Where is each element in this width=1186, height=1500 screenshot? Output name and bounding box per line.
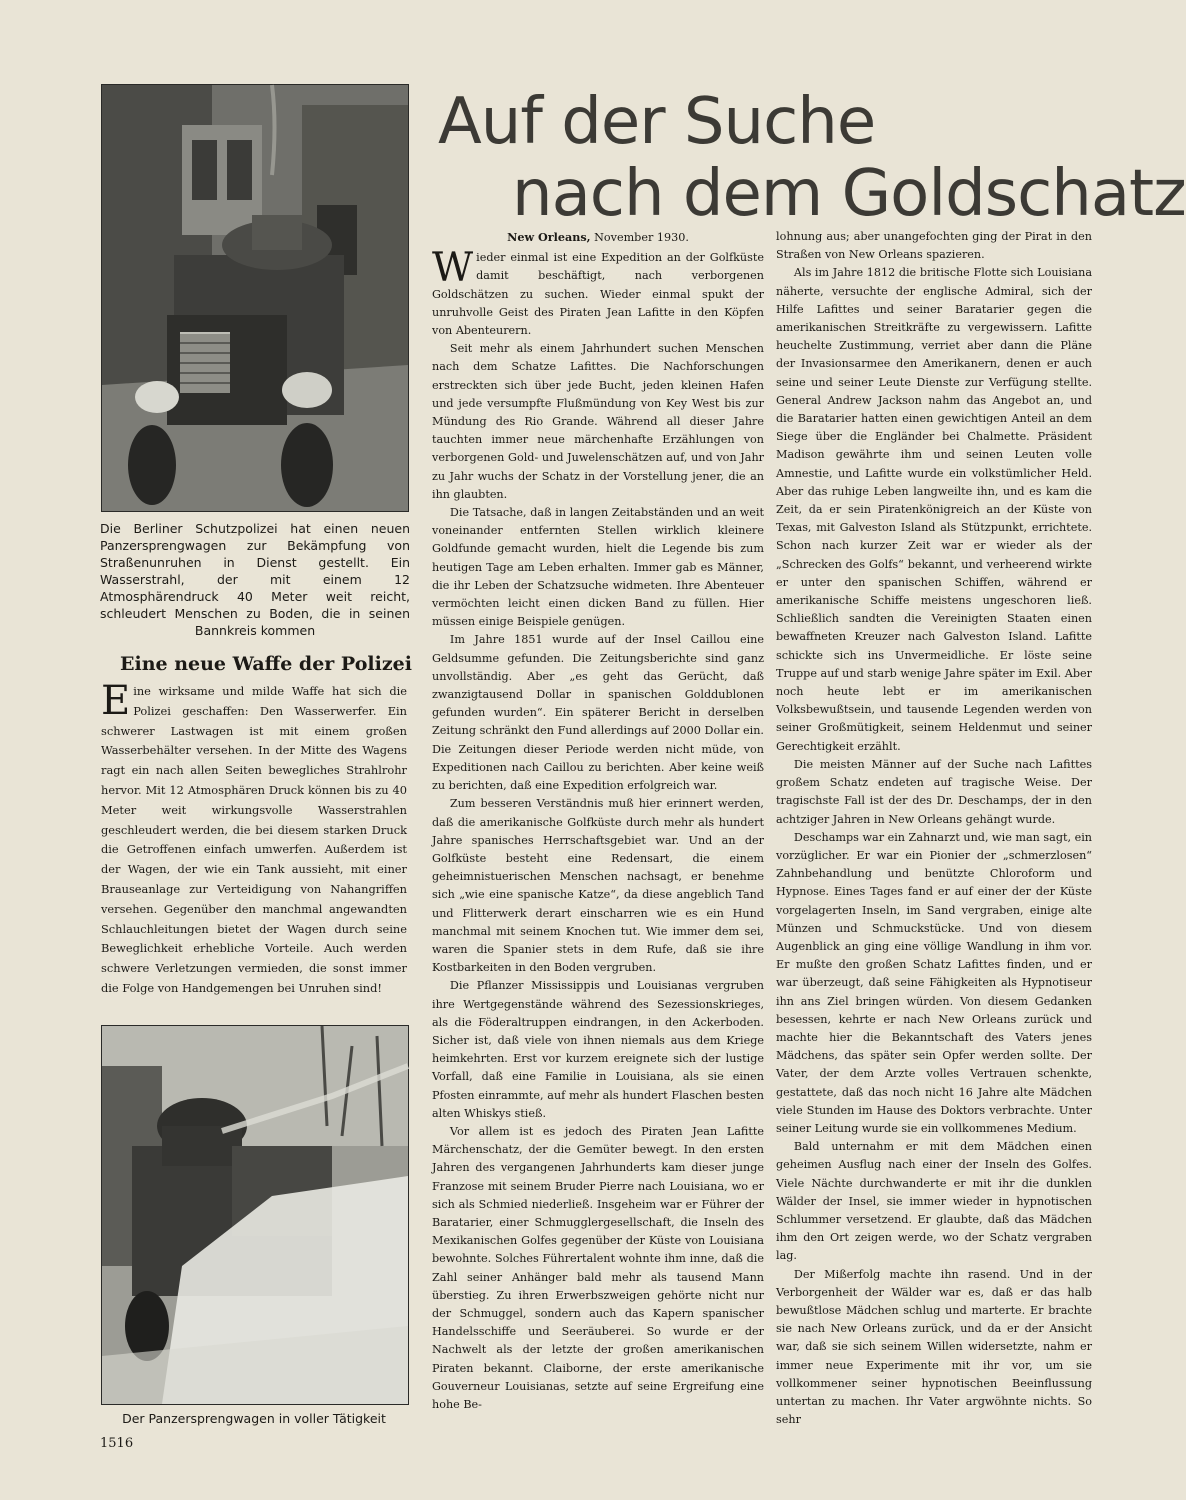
photo-water-cannon-truck — [101, 84, 409, 512]
polizei-body: ine wirksame und milde Waffe hat sich die Polizei geschaffen: Den Wasserwerfer. Ein schwerer Lastwagen ist mit einem großen Wasserbehälter versehen. In der Mitte des Wagens ragt ein nach allen Seiten bewegliches Strahlrohr hervor. Mit 12 Atmosphären Druck können bis zu 40 Meter weit wirkungsvolle Wasserstrahlen geschleudert werden, die bei diesem starken Druck die Getroffenen einfach umwerfen. Außerdem ist der Wagen, der wie ein Tank aussieht, mit einer Brauseanlage zur Verteidigung von Nahangriffen versehen. Gegenüber den manchmal angewandten Schlauchleitungen bietet der Wagen durch seine Beweglichkeit erhebliche Vorteile. Auch werden schwere Verletzungen vermieden, die sonst immer die Folge von Handgemengen bei Unruhen sind! — [101, 684, 407, 995]
article-title-line2: nach dem Goldschatz — [512, 157, 1186, 231]
photo2-caption: Der Panzersprengwagen in voller Tätigkeit — [122, 1411, 386, 1426]
polizei-dropcap: E — [101, 678, 131, 724]
water-cannon-illustration — [102, 1026, 408, 1404]
article-col1-p1: ieder einmal ist eine Expedition an der Golfküste damit beschäftigt, nach verborgenen Goldschätzen zu suchen. Wieder einmal spukt der unruhvolle Geist des Piraten Jean Lafitte in den Köpfen von Abenteurern. — [432, 251, 764, 338]
article-col1-p3: Die Tatsache, daß in langen Zeitabständen und an weit voneinander entfernten Stellen wirklich kleinere Goldfunde gemacht wurden, hielt die Legende bis zum heutigen Tage am Leben erhalten. Immer gab es Männer, die ihr Leben der Schatzsuche widmeten. Ihre Abenteuer vermöchten leicht einen dicken Band zu füllen. Hier müssen einige Beispiele genügen. — [432, 506, 764, 629]
truck-illustration — [102, 85, 408, 511]
article-col2-p1: lohnung aus; aber unangefochten ging der Pirat in den Straßen von New Orleans spazieren. — [776, 230, 1092, 262]
polizei-text — [101, 678, 407, 999]
dateline-date: November 1930. — [594, 231, 689, 244]
article-col1-p7: Vor allem ist es jedoch des Piraten Jean Lafitte Märchenschatz, der die Gemüter bewegt. In den ersten Jahren des vergangenen Jahrhunderts kam dieser junge Franzose mit seinem Bruder Pierre nach Louisiana, wo er sich als Schmied niederließ. Insgeheim war er Führer der Baratarier, einer Schmugglergesellschaft, die Inseln des Mexikanischen Golfes gegenüber der Küste von Louisiana bewohnte. Solches Führertalent wohnte ihm inne, daß die Zahl seiner Anhänger bald mehr als tausend Mann überstieg. Zu ihren Erwerbszweigen gehörte nicht nur der Schmuggel, sondern auch das Kapern spanischer Handelsschiffe und Seeräuberei. So wurde er der Nachwelt als der letzte der großen amerikanischen Piraten bekannt. Claiborne, der erste amerikanische Gouverneur Louisianas, setzte auf seine Ergreifung eine hohe Be- — [432, 1124, 764, 1411]
article-col2-p3: Die meisten Männer auf der Suche nach Lafittes großem Schatz endeten auf tragische Weise. Der tragischste Fall ist der des Dr. Deschamps, der in den achtziger Jahren in New Orleans gehängt wurde. — [776, 757, 1092, 826]
article-col2-p4: Deschamps war ein Zahnarzt und, wie man sagt, ein vorzüglicher. Er war ein Pionier der „schmerzlosen“ Zahnbehandlung und benützte Chloroform und Hypnose. Eines Tages fand er auf einer der der Küste vorgelagerten Inseln, im Sand vergraben, einige alte Münzen und Schmuckstücke. Und von diesem Augenblick an ging eine völlige Wandlung in ihm vor. Er mußte den großen Schatz Lafittes finden, und er war überzeugt, daß seine Fähigkeiten als Hypnotiseur ihn ans Ziel bringen würden. Von diesem Gedanken besessen, kehrte er nach New Orleans zurück und machte hier die Bekanntschaft des Vaters jenes Mädchens, das später sein Opfer werden sollte. Der Vater, der dem Arzte volles Vertrauen schenkte, gestattete, daß das noch nicht 16 Jahre alte Mädchen viele Stunden im Hause des Doktors verbrachte. Unter seiner Leitung wurde sie ein vollkommenes Medium. — [776, 830, 1093, 1135]
dateline — [432, 228, 764, 247]
dateline-place: New Orleans, — [507, 230, 591, 244]
page-number: 1516 — [100, 1436, 134, 1451]
article-col2-p5: Bald unternahm er mit dem Mädchen einen geheimen Ausflug nach einer der Inseln des Golfes. Viele Nächte durchwanderte er mit ihr die dunklen Wälder der Insel, sie immer wieder in hypnotischen Schlummer versetzend. Er glaubte, daß das Mädchen ihm den Ort zeigen werde, wo der Schatz vergraben lag. — [776, 1140, 1092, 1263]
article-col2-p2: Als im Jahre 1812 die britische Flotte sich Louisiana näherte, versuchte der englische Admiral, sich der Hilfe Lafittes und seiner Baratarier gegen die amerikanischen Streitkräfte zu vergewissern. Lafitte heuchelte Zustimmung, verriet aber dann die Pläne der Invasionsarmee den Amerikanern, denen er auch seine und seiner Leute Dienste zur Verfügung stellte. General Andrew Jackson nahm das Angebot an, und die Baratarier hatten einen gewichtigen Anteil an dem Siege über die Engländer bei Chalmette. Präsident Madison gewährte ihm und seinen Leuten volle Amnestie, und Lafitte wurde ein volkstümlicher Held. Aber das ruhige Leben langweilte ihn, und es kam die Zeit, da er sein Piratenkönigreich an der Küste von Texas, mit Galveston Island als Stützpunkt, errichtete. Schon nach kurzer Zeit war er wieder als der „Schrecken des Golfs“ bekannt, und verheerend wirkte er unter den spanischen Schiffen, während er amerikanische Schiffe meistens ungeschoren ließ. Schließlich sandten die Vereinigten Staaten einen bewaffneten Kreuzer nach Galveston Island. Lafitte schickte sich ins Unvermeidliche. Er löste seine Truppe auf und starb wenige Jahre später im Exil. Aber noch heute lebt er im amerikanischen Volksbewußtsein, und tausende Legenden werden von seiner Großmütigkeit, seinem Heldenmut und seiner Gerechtigkeit erzählt. — [776, 266, 1092, 753]
article-col1-p5: Zum besseren Verständnis muß hier erinnert werden, daß die amerikanische Golfküste durch mehr als hundert Jahre spanisches Herrschaftsgebiet war. Und an der Golfküste besteht eine Redensart, die einem geheimnistuerischen Menschen nachsagt, er benehme sich „wie eine spanische Katze“, da diese angeblich Tand und Flitterwerk derart einscharren wie es ein Hund manchmal mit seinem Knochen tut. Wie immer dem sei, waren die Spanier stets in dem Rufe, daß sie ihre Kostbarkeiten in den Boden vergruben. — [432, 797, 764, 975]
article-column-1 — [432, 228, 764, 1414]
article-col1-p4: Im Jahre 1851 wurde auf der Insel Caillou eine Geldsumme gefunden. Die Zeitungsberichte sind ganz unvollständig. Aber „es geht das Gerücht, daß zwanzigtausend Dollar in spanischen Golddublonen gefunden wurden“. Ein späterer Bericht in derselben Zeitung schränkt den Fund allerdings auf 2000 Dollar ein. Die Zeitungen dieser Periode werden nicht müde, von Expeditionen nach Caillou zu berichten. Aber keine weiß zu berichten, daß eine Expedition erfolgreich war. — [432, 633, 764, 793]
article-col1-p2: Seit mehr als einem Jahrhundert suchen Menschen nach dem Schatze Lafittes. Die Nachforschungen erstreckten sich über jede Bucht, jeden kleinen Hafen und jede versumpfte Flußmündung von Key West bis zur Mündung des Rio Grande. Während all dieser Jahre tauchten immer neue märchenhafte Erzählungen von verborgenen Gold- und Juwelenschätzen auf, und von Jahr zu Jahr wuchs der Schatz in der Vorstellung jener, die an ihn glaubten. — [432, 342, 764, 501]
photo-water-cannon-action — [101, 1025, 409, 1405]
article-dropcap: W — [432, 245, 474, 292]
photo1-caption: Die Berliner Schutzpolizei hat einen neuen Panzersprengwagen zur Bekämpfung von Straßenunruhen in Dienst gestellt. Ein Wasserstrahl, der mit einem 12 Atmosphärendruck 40 Meter weit reicht, schleudert Menschen zu Boden, die in seinen Bannkreis kommen — [100, 521, 410, 638]
article-column-2 — [776, 228, 1092, 1429]
article-col1-p6: Die Pflanzer Mississippis und Louisianas vergruben ihre Wertgegenstände während des Sezessionskrieges, als die Föderaltruppen eindrangen, in den Ackerboden. Sicher ist, daß viele von ihnen niemals aus dem Kriege heimkehrten. Erst vor kurzem ereignete sich der lustige Vorfall, daß eine Familie in Louisiana, als sie einen Pfosten einrammte, auf mehr als hundert Flaschen besten alten Whiskys stieß. — [432, 979, 764, 1120]
article-col2-p6: Der Mißerfolg machte ihn rasend. Und in der Verborgenheit der Wälder war es, daß er das halb bewußtlose Mädchen schlug und marterte. Er brachte sie nach New Orleans zurück, und da er der Ansicht war, daß sie sich seinem Willen widersetzte, nahm er immer neue Experimente mit ihr vor, um sie vollkommener seiner hypnotischen Beeinflussung untertan zu machen. Ihr Vater argwöhnte nichts. So sehr — [776, 1267, 1092, 1427]
polizei-heading: Eine neue Waffe der Polizei — [120, 653, 412, 675]
article-title-line1: Auf der Suche — [438, 85, 876, 159]
